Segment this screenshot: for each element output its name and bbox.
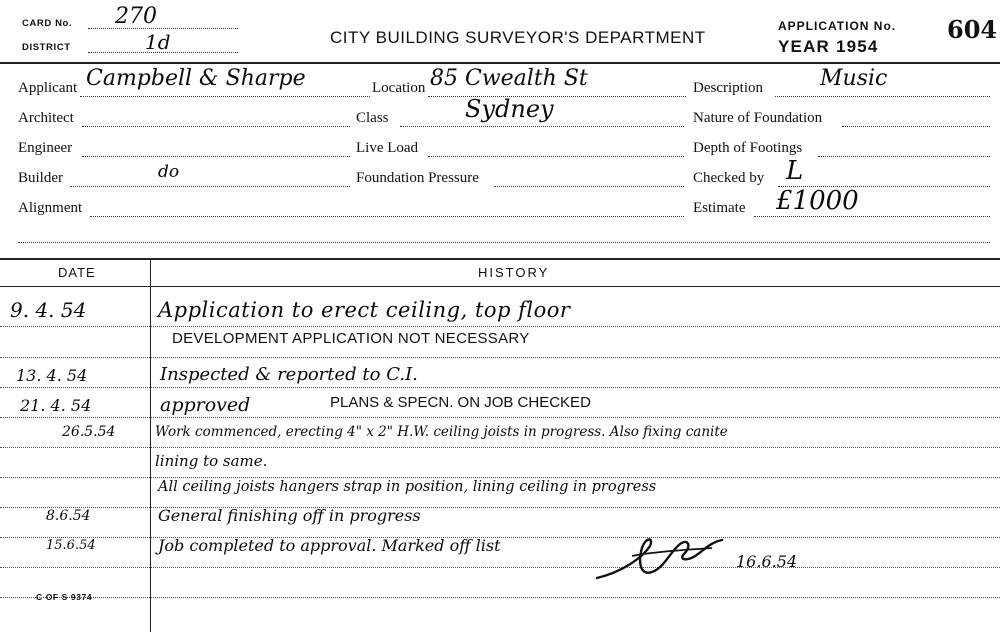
history-row-text: General finishing off in progress xyxy=(158,506,421,525)
year-label: YEAR 1954 xyxy=(778,37,879,56)
checked-by-label: Checked by xyxy=(693,170,765,186)
row-separator xyxy=(0,447,1000,448)
history-row-text: Inspected & reported to C.I. xyxy=(160,364,418,385)
application-no-label: APPLICATION No. xyxy=(778,19,897,33)
history-row-text: Job completed to approval. Marked off list xyxy=(158,536,501,555)
architect-label: Architect xyxy=(18,110,74,126)
plans-checked-stamp: PLANS & SPECN. ON JOB CHECKED xyxy=(330,394,591,411)
depth-of-footings-label: Depth of Footings xyxy=(693,140,803,156)
description-value: Music xyxy=(820,66,888,91)
development-application-stamp: DEVELOPMENT APPLICATION NOT NECESSARY xyxy=(172,330,530,347)
history-row-text: lining to same. xyxy=(155,452,268,470)
row-separator xyxy=(0,567,1000,568)
location-label: Location xyxy=(372,80,426,96)
row-separator xyxy=(0,507,1000,508)
engineer-line xyxy=(82,156,350,157)
history-column-header: HISTORY xyxy=(478,265,550,280)
row-separator xyxy=(0,477,1000,478)
row-separator xyxy=(0,417,1000,418)
form-code: C OF S 9374 xyxy=(36,592,93,602)
estimate-label: Estimate xyxy=(693,200,746,216)
checked-by-value: L xyxy=(786,156,804,186)
estimate-value: £1000 xyxy=(776,186,859,216)
row-separator xyxy=(0,597,1000,598)
class-line xyxy=(400,126,684,127)
row-separator xyxy=(0,326,1000,327)
description-line xyxy=(775,96,990,97)
header-rule xyxy=(0,62,1000,64)
date-column-header: DATE xyxy=(58,265,96,280)
nature-of-foundation-line xyxy=(842,126,990,127)
class-label: Class xyxy=(356,110,389,126)
history-row-text: All ceiling joists hangers strap in position, lining ceiling in progress xyxy=(158,479,657,495)
class-value: Sydney xyxy=(465,95,554,123)
applicant-label: Applicant xyxy=(18,80,78,96)
applicant-line xyxy=(80,96,370,97)
alignment-label: Alignment xyxy=(18,200,83,216)
inspector-signature xyxy=(592,528,742,588)
engineer-label: Engineer xyxy=(18,140,73,156)
district-value: 1d xyxy=(145,30,171,54)
department-title: CITY BUILDING SURVEYOR'S DEPARTMENT xyxy=(330,28,706,47)
history-row-date: 8.6.54 xyxy=(46,508,91,524)
applicant-value: Campbell & Sharpe xyxy=(86,66,306,91)
history-row-date: 21. 4. 54 xyxy=(20,396,92,415)
live-load-label: Live Load xyxy=(356,140,419,156)
blank-field-line xyxy=(18,242,990,243)
row-separator xyxy=(0,357,1000,358)
history-row-date: 13. 4. 54 xyxy=(16,366,88,385)
location-value: 85 Cwealth St xyxy=(430,66,588,91)
depth-of-footings-line xyxy=(818,156,990,157)
history-row-text: Work commenced, erecting 4" x 2" H.W. ceiling joists in progress. Also fixing canite xyxy=(155,424,728,440)
foundation-pressure-label: Foundation Pressure xyxy=(356,170,479,186)
history-row-text: approved xyxy=(160,394,251,416)
builder-label: Builder xyxy=(18,170,63,186)
alignment-line xyxy=(90,216,684,217)
history-row-date: 26.5.54 xyxy=(62,424,116,440)
description-label: Description xyxy=(693,80,763,96)
history-row-date: 15.6.54 xyxy=(46,538,96,553)
signature-date: 16.6.54 xyxy=(736,552,798,571)
card-no-label: CARD No. xyxy=(22,18,73,29)
card-no-value: 270 xyxy=(115,4,157,29)
nature-of-foundation-label: Nature of Foundation xyxy=(693,110,823,126)
card-no-line xyxy=(88,28,238,29)
live-load-line xyxy=(428,156,684,157)
builder-line xyxy=(70,186,350,187)
application-no-value: 604 xyxy=(947,15,998,44)
architect-line xyxy=(82,126,350,127)
history-row-text: Application to erect ceiling, top floor xyxy=(158,298,571,322)
history-row-date: 9. 4. 54 xyxy=(10,298,87,322)
estimate-line xyxy=(754,216,990,217)
date-column-divider xyxy=(150,258,151,632)
builder-value: do xyxy=(158,162,180,182)
district-label: DISTRICT xyxy=(22,42,71,53)
row-separator xyxy=(0,387,1000,388)
foundation-pressure-line xyxy=(494,186,684,187)
